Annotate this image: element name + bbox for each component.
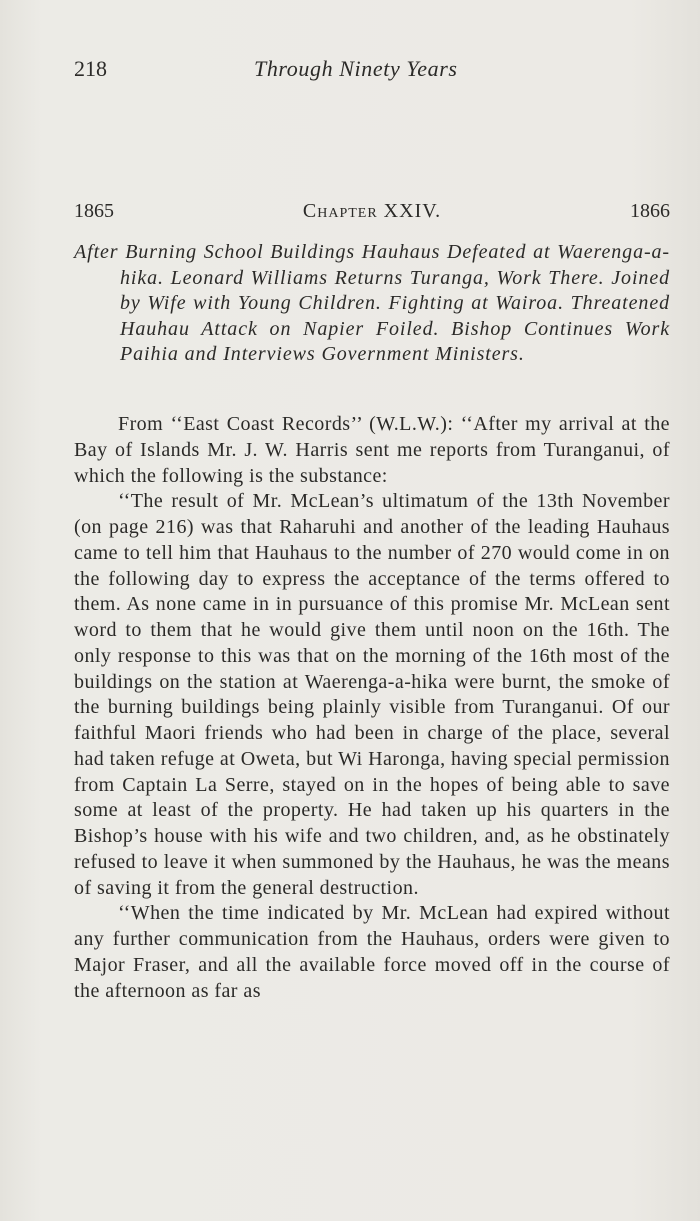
- page-number: 218: [74, 56, 107, 81]
- paragraph: From ‘‘East Coast Records’’ (W.L.W.): ‘‘After my arrival at the Bay of Islands Mr. J. W. Harris sent me reports from Turanganui, of which the following is the substance:: [74, 413, 670, 487]
- chapter-year-start: 1865: [74, 200, 114, 222]
- body-text: [74, 412, 670, 1004]
- running-title: Through Ninety Years: [254, 56, 458, 81]
- running-head: [74, 56, 666, 90]
- chapter-title: Chapter XXIV.: [302, 200, 442, 222]
- chapter-summary: After Burning School Buildings Hauhaus Defeated at Waerenga-a-hika. Leonard Williams Returns Turanga, Work There. Joined by Wife with Young Children. Fighting at Wairoa. Threatened Hauhau Attack on Napier Foiled. Bishop Continues Work Paihia and Interviews Government Ministers.: [74, 241, 670, 366]
- chapter-year-end: 1866: [630, 200, 670, 222]
- paragraph: ‘‘When the time indicated by Mr. McLean had expired without any further communication from the Hauhaus, orders were given to Major Fraser, and all the available force moved off in the course of the afternoon as far as: [74, 902, 670, 1002]
- chapter-heading: [74, 200, 670, 230]
- paragraph: ‘‘The result of Mr. McLean’s ultimatum of the 13th November (on page 216) was that Raharuhi and another of the leading Hauhaus came to tell him that Hauhaus to the number of 270 would come in on the following day to express the acceptance of the terms offered to them. As none came in in pursuance of this promise Mr. McLean sent word to them that he would give them until noon on the 16th. The only response to this was that on the morning of the 16th most of the buildings on the station at Waerenga-a-hika were burnt, the smoke of the burning buildings being plainly visible from Turanganui. Of our faithful Maori friends who had been in charge of the place, several had taken refuge at Oweta, but Wi Haronga, having special permission from Captain La Serre, stayed on in the hopes of being able to save some at least of the property. He had taken up his quarters in the Bishop’s house with his wife and two children, and, as he obstinately refused to leave it when summoned by the Hauhaus, he was the means of saving it from the general destruction.: [74, 490, 670, 899]
